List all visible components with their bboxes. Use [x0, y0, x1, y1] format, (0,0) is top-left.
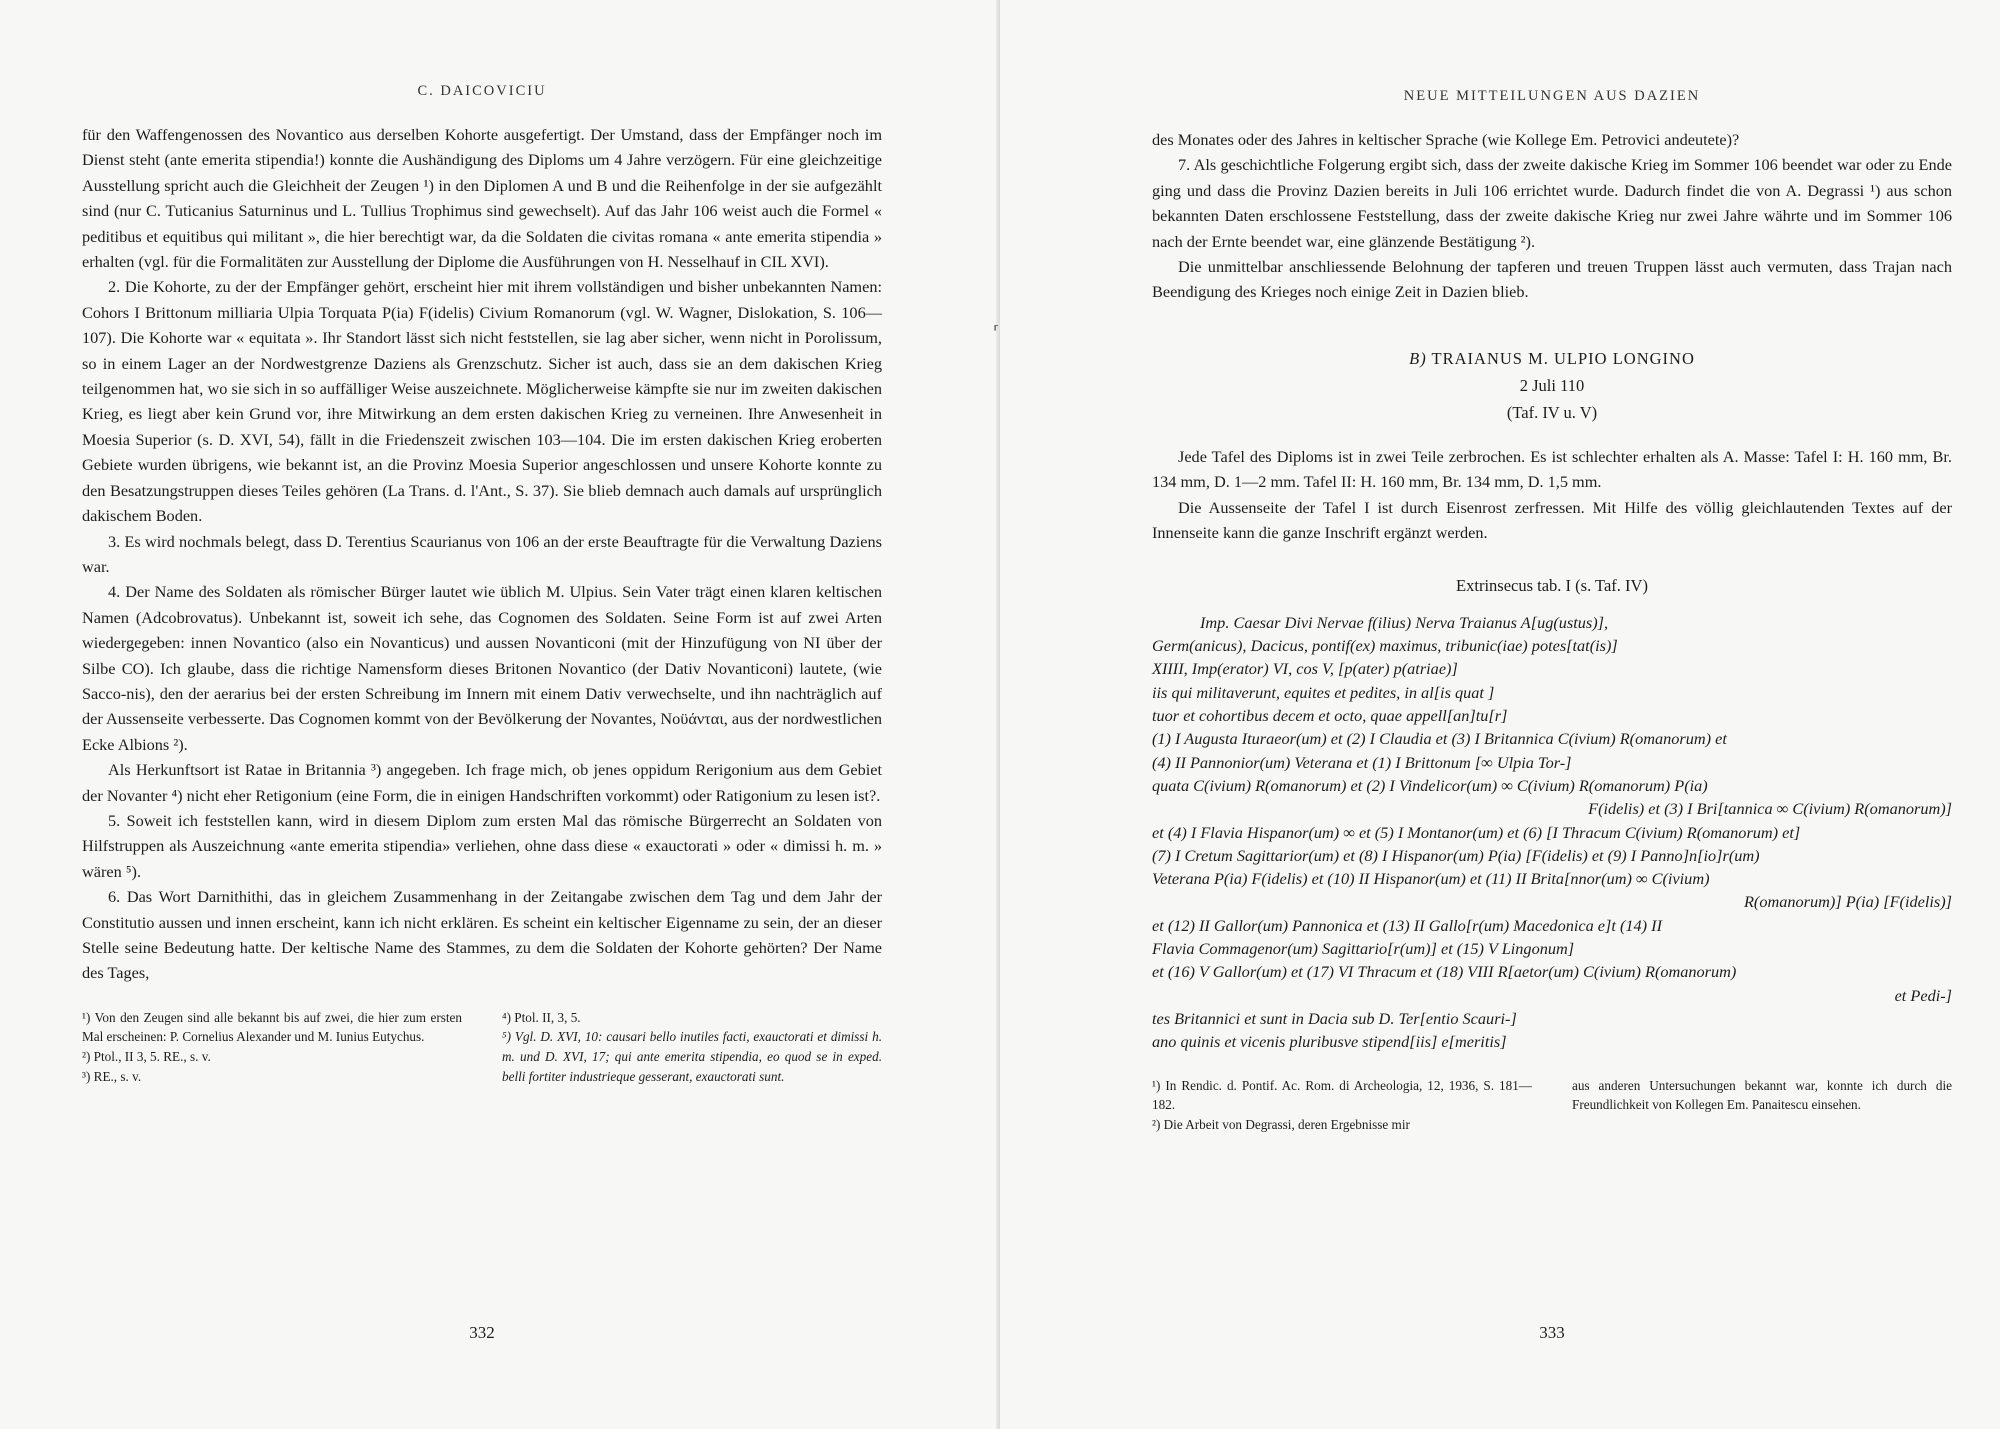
right-page	[1000, 0, 2000, 1429]
footnote: ⁴) Ptol. II, 3, 5.	[502, 1009, 581, 1025]
footnote: ¹) In Rendic. d. Pontif. Ac. Rom. di Archeologia, 12, 1936, S. 181—182.	[1152, 1077, 1532, 1113]
footnote: ²) Die Arbeit von Degrassi, deren Ergebnisse mir	[1152, 1116, 1410, 1132]
footnotes-column	[502, 1008, 882, 1086]
section-date: 2 Juli 110	[1519, 375, 1585, 395]
inscription-line: et (4) I Flavia Hispanor(um) ∞ et (5) I Montanor(um) et (6) [I Thracum C(ivium) R(omanorum) et]	[1152, 822, 1801, 842]
page-number: 332	[469, 1323, 495, 1342]
body-paragraph: Jede Tafel des Diploms ist in zwei Teile zerbrochen. Es ist schlechter erhalten als A. Masse: Tafel I: H. 160 mm, Br. 134 mm, D. 1—2 mm. Tafel II: H. 160 mm, Br. 134 mm, D. 1,5 mm.	[1152, 446, 1952, 492]
footnote: ¹) Von den Zeugen sind alle bekannt bis auf zwei, die hier zum ersten Mal erscheinen: P. Cornelius Alexander und M. Iunius Eutychus.	[82, 1009, 462, 1045]
inscription-line: (4) II Pannonior(um) Veterana et (1) I Brittonum [∞ Ulpia Tor-]	[1152, 752, 1572, 772]
footnotes-column	[1572, 1076, 1952, 1135]
body-paragraph: Die unmittelbar anschliessende Belohnung der tapferen und treuen Truppen lässt auch vermuten, dass Trajan nach Beendigung des Krieges noch einige Zeit in Dazien blieb.	[1152, 257, 1952, 302]
inscription-line: quata C(ivium) R(omanorum) et (2) I Vindelicor(um) ∞ C(ivium) R(omanorum) P(ia)	[1152, 775, 1708, 795]
inscription-line: tuor et cohortibus decem et octo, quae appell[an]tu[r]	[1152, 706, 1508, 726]
inscription-line: tes Britannici et sunt in Dacia sub D. Ter[entio Scauri-]	[1152, 1008, 1517, 1028]
section-title	[1152, 345, 1952, 372]
inscription-line: ano quinis et vicenis pluribusve stipend[iis] e[meritis]	[1152, 1032, 1507, 1052]
running-head: NEUE MITTEILUNGEN AUS DAZIEN	[1403, 88, 1701, 104]
inscription-line: (1) I Augusta Ituraeor(um) et (2) I Claudia et (3) I Britannica C(ivium) R(omanorum) et	[1152, 729, 1727, 749]
footnotes-column	[1152, 1076, 1532, 1135]
footnote: aus anderen Untersuchungen bekannt war, konnte ich durch die Freundlichkeit von Kollegen Em. Panaitescu einsehen.	[1572, 1077, 1952, 1113]
inscription-line: et Pedi-]	[1894, 985, 1952, 1005]
inscription-line: Imp. Caesar Divi Nervae f(ilius) Nerva Traianus A[ug(ustus)],	[1200, 612, 1609, 632]
gutter-mark: ⸢	[993, 324, 1000, 341]
inscription-line: F(idelis) et (3) I Bri[tannica ∞ C(ivium) R(omanorum)]	[1588, 799, 1952, 819]
right-body-text	[1152, 127, 1952, 1054]
body-paragraph: für den Waffengenossen des Novantico aus derselben Kohorte ausgefertigt. Der Umstand, dass der Empfänger noch im Dienst steht (ante emerita stipendia!) konnte die Aushändigung des Diploms um 4 Jahre verzögern. Für eine gleichzeitige Ausstellung spricht auch die Gleichheit der Zeugen ¹) in den Diplomen A und B und die Reihenfolge in der sie aufgezählt sind (nur C. Tuticanius Saturninus und L. Tullius Trophimus sind gewechselt). Auf das Jahr 106 weist auch die Formel « peditibus et equitibus qui militant », die hier berechtigt war, da die Soldaten die civitas romana « ante emerita stipendia » erhalten (vgl. für die Formalitäten zur Ausstellung der Diplome die Ausführungen von H. Nesselhauf in CIL XVI).	[82, 125, 882, 272]
page-number: 333	[1539, 1323, 1565, 1342]
inscription-line: (7) I Cretum Sagittarior(um) et (8) I Hispanor(um) P(ia) [F(idelis) et (9) I Panno]n[io]r(um)	[1152, 845, 1760, 865]
body-paragraph: 6. Das Wort Darnithithi, das in gleichem Zusammenhang in der Zeitangabe zwischen dem Tag und dem Jahr der Constitutio aussen und innen erscheint, kann ich nicht erklären. Es scheint ein keltischer Eigenname zu sein, der an dieser Stelle seine Bedeutung hatte. Der keltische Name des Stammes, zu dem die Soldaten der Kohorte gehörten? Der Name des Tages,	[82, 887, 882, 983]
inscription-heading: Extrinsecus tab. I (s. Taf. IV)	[1456, 576, 1648, 596]
body-paragraph: Als Herkunftsort ist Ratae in Britannia ³) angegeben. Ich frage mich, ob jenes oppidum Rerigonium aus dem Gebiet der Novanter ⁴) nicht eher Retigonium (eine Form, die in einigen Handschriften vorkommt) oder Ratigonium zu lesen ist?.	[82, 760, 882, 805]
inscription-line: XIIII, Imp(erator) VI, cos V, [p(ater) p(atriae)]	[1152, 659, 1458, 679]
inscription-line: Veterana P(ia) F(idelis) et (10) II Hispanor(um) et (11) II Brita[nnor(um) ∞ C(ivium)	[1152, 869, 1710, 889]
body-paragraph: 2. Die Kohorte, zu der der Empfänger gehört, erscheint hier mit ihrem vollständigen und bisher unbekannten Namen: Cohors I Brittonum milliaria Ulpia Torquata P(ia) F(idelis) Civium Romanorum (vgl. W. Wagner, Dislokation, S. 106—107). Die Kohorte war « equitata ». Ihr Standort lässt sich nicht feststellen, sie lag aber sicher, wenn nicht in Porolissum, so in einem Lager an der Nordwestgrenze Daziens als Grenzschutz. Sicher ist auch, dass sie an dem dakischen Krieg teilgenommen hat, wo sie sich in so auffälliger Weise auszeichnete. Möglicherweise kämpfte sie nur im zweiten dakischen Krieg, es liegt aber kein Grund vor, ihre Mitwirkung an dem ersten dakischen Krieg zu verneinen. Ihre Anwesenheit in Moesia Superior (s. D. XVI, 54), fällt in die Friedenszeit zwischen 103—104. Die im ersten dakischen Krieg eroberten Gebiete wurden übrigens, wie bekannt ist, an die Provinz Moesia Superior angeschlossen und unsere Kohorte konnte zu den Besatzungstruppen dieses Teiles gehören (La Trans. d. l'Ant., S. 37). Sie blieb demnach auch damals auf ursprünglich dakischem Boden.	[82, 277, 882, 526]
inscription-line: iis qui militaverunt, equites et pedites, in al[is quat ]	[1152, 682, 1495, 702]
body-paragraph: 7. Als geschichtliche Folgerung ergibt sich, dass der zweite dakische Krieg im Sommer 106 beendet war oder zu Ende ging und dass die Provinz Dazien bereits in Juli 106 errichtet wurde. Dadurch findet die von A. Degrassi ¹) aus schon bekannten Daten erschlossene Feststellung, dass der zweite dakische Krieg nur zwei Jahre währte und im Sommer 106 nach der Ernte beendet war, eine glänzende Bestätigung ²).	[1152, 155, 1952, 251]
body-paragraph: 4. Der Name des Soldaten als römischer Bürger lautet wie üblich M. Ulpius. Sein Vater trägt einen klaren keltischen Namen (Adcobrovatus). Unbekannt ist, soweit ich sehe, das Cognomen des Soldaten. Seine Form ist auf zwei Arten wiedergegeben: innen Novantico (also ein Novanticus) und aussen Novanticoni (mit der Hinzufügung von NI über der Silbe CO). Ich glaube, dass die richtige Namensform dieses Britonen Novantico (der Dativ Novanticoni) lautete, (wie Sacco-nis), den der aerarius bei der ersten Schreibung im Innern mit einem Dativ verwechselte, und ihn nachträglich auf der Aussenseite verbesserte. Das Cognomen kommt von der Bevölkerung der Novantes, Νοϋάνται, aus der nordwestlichen Ecke Albions ²).	[82, 582, 882, 754]
body-paragraph: Die Aussenseite der Tafel I ist durch Eisenrost zerfressen. Mit Hilfe des völlig gleichlautenden Textes auf der Innenseite kann die ganze Inschrift ergänzt werden.	[1152, 497, 1952, 543]
section-label: B)	[1409, 348, 1427, 368]
body-paragraph: 3. Es wird nochmals belegt, dass D. Terentius Scaurianus von 106 an der erste Beauftragte für die Verwaltung Daziens war.	[82, 531, 882, 576]
footnotes-column	[82, 1008, 462, 1086]
inscription-text	[1152, 611, 1952, 1054]
footnote: ⁵) Vgl. D. XVI, 10: causari bello inutiles facti, exauctorati et dimissi h. m. und D. XVI, 17; qui ante emerita stipendia, eo quod se in exped. belli fortiter industrieque gesserant, exauctorati sunt.	[502, 1029, 882, 1084]
inscription-line: R(omanorum)] P(ia) [F(idelis)]	[1743, 892, 1952, 912]
inscription-line: Flavia Commagenor(um) Sagittario[r(um)] et (15) V Lingonum]	[1152, 939, 1575, 959]
footnote: ²) Ptol., II 3, 5. RE., s. v.	[82, 1049, 211, 1064]
body-paragraph: 5. Soweit ich feststellen kann, wird in diesem Diplom zum ersten Mal das römische Bürgerrecht an Soldaten von Hilfstruppen als Auszeichnung «ante emerita stipendia» verliehen, ohne dass diese « exauctorati » oder « dimissi h. m. » wären ⁵).	[82, 810, 882, 881]
body-paragraph: des Monates oder des Jahres in keltischer Sprache (wie Kollege Em. Petrovici andeutete)?	[1152, 130, 1740, 149]
inscription-line: et (16) V Gallor(um) et (17) VI Thracum et (18) VIII R[aetor(um) C(ivium) R(omanorum)	[1152, 962, 1737, 982]
running-head: C. DAICOVICIU	[417, 83, 547, 99]
footnote: ³) RE., s. v.	[82, 1068, 142, 1084]
inscription-line: Germ(anicus), Dacicus, pontif(ex) maximus, tribunic(iae) potes[tat(is)]	[1152, 636, 1618, 656]
section-title-text: TRAIANUS M. ULPIO LONGINO	[1431, 348, 1695, 368]
inscription-line: et (12) II Gallor(um) Pannonica et (13) II Gallo[r(um) Macedonica e]t (14) II	[1152, 915, 1663, 935]
footnotes	[1152, 1076, 1952, 1135]
footnotes	[82, 1008, 882, 1086]
section-plate-ref: (Taf. IV u. V)	[1506, 402, 1598, 422]
left-body-text	[82, 122, 882, 986]
